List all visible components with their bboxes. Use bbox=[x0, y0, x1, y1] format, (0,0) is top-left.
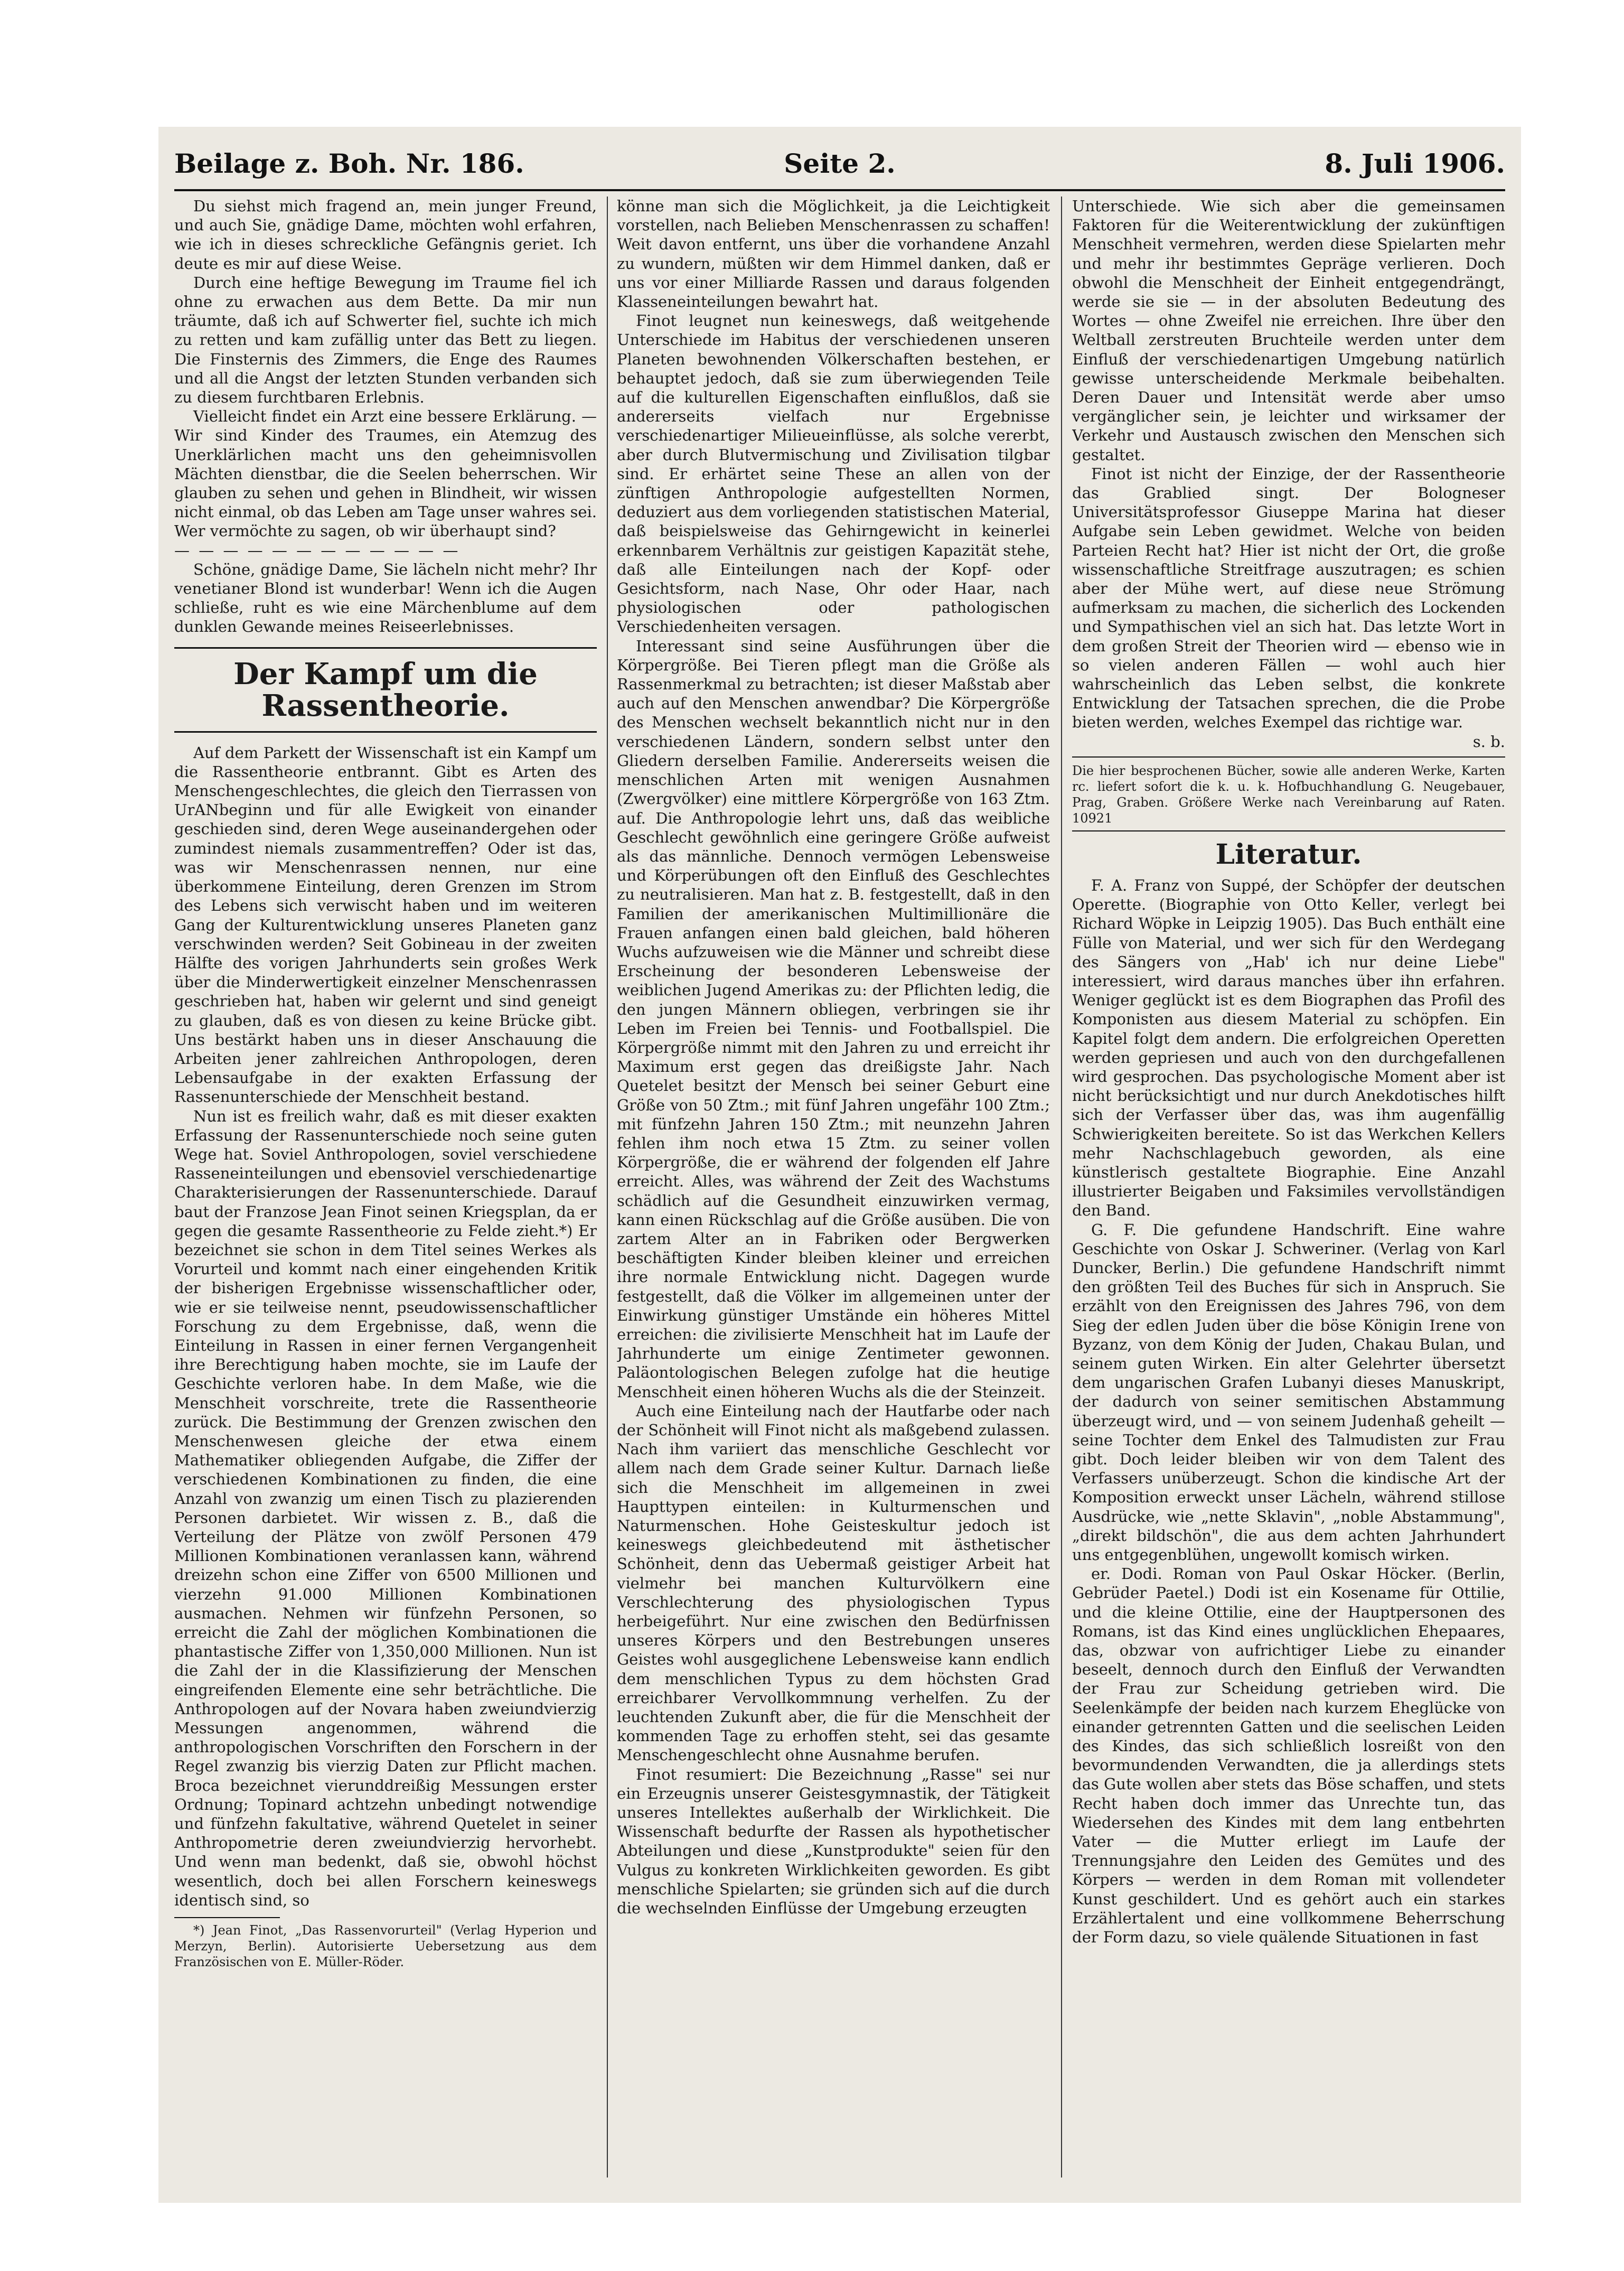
header-rule bbox=[174, 189, 1505, 191]
article-paragraph: Auch eine Einteilung nach der Hautfarbe oder nach der Schönheit will Finot nicht als maßgebend zulassen. Nach ihm variiert das menschliche Geschlecht vor allem nach dem Grade seiner Kultur. Darnach ließe sich die Menschheit im allgemeinen in zwei Haupttypen einteilen: in Kulturmenschen und Naturmenschen. Hohe Geisteskultur jedoch ist keineswegs gleichbedeutend mit ästhetischer Schönheit, denn das Uebermaß geistiger Arbeit hat vielmehr bei manchen Kulturvölkern eine Verschlechterung des physiologischen Typus herbeigeführt. Nur eine zwischen den Bedürfnissen unseres Körpers und den Bestrebungen unseres Geistes wohl ausgeglichene Lebensweise kann endlich dem menschlichen Typus zu dem höchsten Grad erreichbarer Vervollkommnung verhelfen. Zu der leuchtenden Zukunft aber, die für die Menschheit der kommenden Tage zu erhoffen steht, sei das gesamte Menschengeschlecht ohne Ausnahme berufen. bbox=[617, 1401, 1050, 1764]
column-2 bbox=[617, 197, 1050, 2177]
article-paragraph: Finot leugnet nun keineswegs, daß weitgehende Unterschiede im Habitus der verschiedenen unseren Planeten bewohnenden Völkerschaften bestehen, er behauptet jedoch, daß sie zum überwiegenden Teile auf die kulturellen Eigenschaften einflußlos, daß sie andererseits vielfach nur Ergebnisse verschiedenartiger Milieueinflüsse, als solche vererbt, aber durch Blutvermischung und Zivilisation tilgbar sind. Er erhärtet seine These an allen von der zünftigen Anthropologie aufgestellten Normen, deduziert aus dem vorliegenden statistischen Material, daß beispielsweise das Gehirngewicht in keinerlei erkennbarem Verhältnis zur geistigen Kapazität stehe, daß alle Einteilungen nach der Kopf- oder Gesichtsform, nach Nase, Ohr oder Haar, nach physiologischen oder pathologischen Verschiedenheiten versagen. bbox=[617, 312, 1050, 636]
newspaper-page bbox=[158, 127, 1521, 2203]
article-paragraph: Finot ist nicht der Einzige, der der Rassentheorie das Grablied singt. Der Bologneser Universitätsprofessor Giuseppe Marina hat dieser Aufgabe sein Leben gewidmet. Welche von beiden Parteien Recht hat? Hier ist nicht der Ort, die große wissenschaftliche Streitfrage auszutragen; es schien aber der Mühe wert, auf diese neue Strömung aufmerksam zu machen, die sicherlich des Lockenden und Sympathischen viel an sich hat. Das letzte Wort in dem großen Streit der Theorien wird — ebenso wie in so vielen anderen Fällen — wohl auch hier wahrscheinlich das Leben selbst, die konkrete Entwicklung der Tatsachen sprechen, die die Probe bieten werden, welches Exempel das richtige war. bbox=[1072, 464, 1505, 732]
article-paragraph: Interessant sind seine Ausführungen über die Körpergröße. Bei Tieren pflegt man die Größe als Rassenmerkmal zu betrachten; ist dieser Maßstab aber auch auf den Menschen anwendbar? Die Körpergröße des Menschen wechselt bekanntlich nicht nur in den verschiedenen Ländern, sondern selbst unter den Gliedern derselben Familie. Andererseits weisen die menschlichen Arten mit wenigen Ausnahmen (Zwergvölker) eine mittlere Körpergröße von 163 Ztm. auf. Die Anthropologie lehrt uns, daß das weibliche Geschlecht gewöhnlich eine geringere Größe aufweist als das männliche. Dennoch vermögen Lebensweise und Körperübungen oft den Einfluß des Geschlechtes zu neutralisieren. Man hat z. B. festgestellt, daß in den Familien der amerikanischen Multimillionäre die Frauen anfangen einen bald gleichen, bald höheren Wuchs aufzuweisen wie die Männer und schreibt diese Erscheinung der besonderen Lebensweise der weiblichen Jugend Amerikas zu: der Pflichten ledig, die den jungen Männern obliegen, verbringen sie ihr Leben im Freien bei Tennis- und Footballspiel. Die Körpergröße nimmt mit den Jahren zu und erreicht ihr Maximum erst gegen das dreißigste Jahr. Nach Quetelet besitzt der Mensch bei seiner Geburt eine Größe von 50 Ztm.; mit fünf Jahren ungefähr 100 Ztm.; mit fünfzehn Jahren 150 Ztm.; mit neunzehn Jahren fehlen ihm noch etwa 15 Ztm. zu seiner vollen Körpergröße, die er während der folgenden elf Jahre erreicht. Alles, was während der Zeit des Wachstums schädlich auf die Gesundheit einzuwirken vermag, kann einen Rückschlag auf die Größe ausüben. Die von zartem Alter an in Fabriken oder Bergwerken beschäftigten Kinder bleiben kleiner und erreichen ihre normale Entwicklung nicht. Dagegen wurde festgestellt, daß die Völker im allgemeinen unter der Einwirkung günstiger Umstände ein höheres Mittel erreichen: die zivilisierte Menschheit hat im Laufe der Jahrhunderte um einige Zentimeter gewonnen. Paläontologischen Belegen zufolge hat die heutige Menschheit einen höheren Wuchs als die der Steinzeit. bbox=[617, 637, 1050, 1401]
footnote: *) Jean Finot, „Das Rassenvorurteil" (Verlag Hyperion und Merzyn, Berlin). Autorisierte Uebersetzung aus dem Französischen von E. Müller-Röder. bbox=[174, 1923, 597, 1970]
story-paragraph: Schöne, gnädige Dame, Sie lächeln nicht mehr? Ihr venetianer Blond ist wunderbar! Wenn ich die Augen schließe, ruht es wie eine Märchenblume auf dem dunklen Gewande meines Reiseerlebnisses. bbox=[174, 560, 597, 636]
author-signature: s. b. bbox=[1472, 732, 1505, 751]
footnote-rule bbox=[174, 1917, 280, 1918]
article-paragraph: Finot resumiert: Die Bezeichnung „Rasse" sei nur ein Erzeugnis unserer Geistesgymnastik, der Tätigkeit unseres Intellektes außerhalb der Wirklichkeit. Die Wissenschaft bedurfte der Rassen als hypothetischer Abteilungen und diese „Kunstprodukte" seien für den Vulgus zu konkreten Wirklichkeiten geworden. Es gibt menschliche Spielarten; sie gründen sich auf die durch die wechselnden Einflüsse der Umgebung erzeugten bbox=[617, 1765, 1050, 1918]
separator-rule bbox=[1072, 756, 1505, 758]
column-1 bbox=[174, 197, 597, 2177]
notice-text: Die hier besprochenen Bücher, sowie alle anderen Werke, Karten rc. liefert sofort die k. u. k. Hofbuchhandlung G. Neugebauer, Prag, Graben. Größere Werke nach Vereinbarung auf Raten. 10921 bbox=[1072, 763, 1505, 826]
story-paragraph: Vielleicht findet ein Arzt eine bessere Erklärung. — Wir sind Kinder des Traumes, ein Atemzug des Unerklärlichen macht uns den geheimnisvollen Mächten dienstbar, die die Seelen beherrschen. Wir glauben zu sehen und gehen in Blindheit, wir wissen nicht einmal, ob das Leben am Tage unser wahres sei. Wer vermöchte zu sagen, ob wir überhaupt sind? bbox=[174, 407, 597, 540]
column-3 bbox=[1072, 197, 1505, 2177]
article-paragraph: könne man sich die Möglichkeit, ja die Leichtigkeit vorstellen, nach Belieben Menschenrassen zu schaffen! Weit davon entfernt, uns über die vorhandene Anzahl zu wundern, müßten wir dem Himmel danken, daß er uns vor einer Milliarde Rassen und daraus folgenden Klasseneinteilungen bewahrt hat. bbox=[617, 197, 1050, 311]
article-paragraph: Auf dem Parkett der Wissenschaft ist ein Kampf um die Rassentheorie entbrannt. Gibt es Arten des Menschengeschlechtes, die gleich den Tierrassen von UrANbeginn und für alle Ewigkeit von einander geschieden sind, deren Wege auseinandergehen oder zumindest niemals zusammentreffen? Oder ist das, was wir Menschenrassen nennen, nur eine überkommene Einteilung, deren Grenzen im Strom des Lebens sich verwischt haben und im weiteren Gang der Kulturentwicklung unseres Planeten ganz verschwinden werden? Seit Gobineau in der zweiten Hälfte des vorigen Jahrhunderts sein großes Werk über die Minderwertigkeit einzelner Menschenrassen geschrieben hat, haben wir gelernt und sind geneigt zu glauben, daß es von diesen zu keine Brücke gibt. Uns bestärkt haben uns in dieser Anschauung die Arbeiten jener zahlreichen Anthropologen, deren Lebensaufgabe in der exakten Erfassung der Rassenunterschiede der Menschheit bestand. bbox=[174, 743, 597, 1106]
review-paragraph: G. F. Die gefundene Handschrift. Eine wahre Geschichte von Oskar J. Schweriner. (Verlag von Karl Duncker, Berlin.) Die gefundene Handschrift nimmt den größten Teil des Buches für sich in Anspruch. Sie erzählt von den Ereignissen des Jahres 796, von dem Sieg der edlen Juden über die böse Königin Irene von Byzanz, von dem König der Juden, Chakau Bulan, und seinem guten Wirken. Ein alter Gelehrter übersetzt dem ungarischen Grafen Lubanyi dieses Manuskript, der dadurch von seiner semitischen Abstammung überzeugt wird, und — von seinem Judenhaß geheilt — seine Tochter dem Enkel des Talmudisten zur Frau gibt. Doch leider bleiben wir von dem Talent des Verfassers unüberzeugt. Schon die kindische Art der Komposition erweckt unser Lächeln, während stillose Ausdrücke, wie „nette Sklavin", „noble Abstammung", „direkt bildschön", die aus dem achten Jahrhundert uns entgegenblühen, ungewollt komisch wirken. bbox=[1072, 1220, 1505, 1564]
supplement-label: Beilage z. Boh. Nr. 186. bbox=[174, 148, 524, 179]
review-paragraph: er. Dodi. Roman von Paul Oskar Höcker. (Berlin, Gebrüder Paetel.) Dodi ist ein Kosename für Ottilie, und die kleine Ottilie, eine der Hauptpersonen des Romans, ist das Kind eines unglücklichen Ehepaares, das, obzwar von aufrichtiger Liebe zu einander beseelt, dennoch durch den Einfluß der Verwandten der Frau zur Scheidung getrieben wird. Die Seelenkämpfe der beiden nach kurzem Eheglücke von einander getrennten Gatten und die seelischen Leiden des Kindes, das sich schließlich losreißt von den bevormundenden Verwandten, die ja allerdings stets das Gute wollen aber stets das Böse schaffen, und stets Recht haben doch immer das Unrechte tun, das Wiedersehen des Kindes mit dem lang entbehrten Vater — die Mutter erliegt im Laufe der Trennungsjahre den Leiden des Gemütes und des Körpers — werden in dem Roman mit vollendeter Kunst geschildert. Und es gehört auch ein starkes Erzählertalent und eine vollkommene Beherrschung der Form dazu, so viele quälende Situationen in fast bbox=[1072, 1565, 1505, 1947]
column-divider-2 bbox=[1061, 197, 1062, 2177]
literature-heading: Literatur. bbox=[1215, 838, 1362, 871]
section-dashes: — — — — — — — — — — — — bbox=[174, 541, 461, 559]
story-paragraph: Du siehst mich fragend an, mein junger Freund, und auch Sie, gnädige Dame, möchten wohl erfahren, wie ich in dieses schreckliche Gefängnis geriet. Ich deute es mir auf diese Weise. bbox=[174, 197, 597, 273]
story-paragraph: Durch eine heftige Bewegung im Traume fiel ich ohne zu erwachen aus dem Bette. Da mir nun träumte, daß ich auf Schwerter fiel, suchte ich mich zu retten und kam zufällig unter das Bett zu liegen. Die Finsternis des Zimmers, die Enge des Raumes und all die Angst der letzten Stunden verbanden sich zu diesem furchtbaren Erlebnis. bbox=[174, 273, 597, 407]
bookshop-notice bbox=[1072, 763, 1505, 831]
review-paragraph: F. A. Franz von Suppé, der Schöpfer der deutschen Operette. (Biographie von Otto Keller, verlegt bei Richard Wöpke in Leipzig 1905). Das Buch enthält eine Fülle von Material, und wer sich für den Werdegang des Sängers von „Hab' ich nur deine Liebe" interessiert, wird daraus manches über ihn erfahren. Weniger geglückt ist es dem Biographen das Profil des Komponisten aus diesem Material zu schöpfen. Ein Kapitel folgt dem andern. Die erfolgreichen Operetten werden gepriesen und auch von den durchgefallenen wird gesprochen. Das psychologische Moment aber ist nicht berücksichtigt und nur durch Anekdotisches hilft sich der Verfasser über das, was ihm augenfällig Schwierigkeiten bereitete. So ist das Werkchen Kellers mehr Nachschlagebuch geworden, als eine künstlerisch gestaltete Biographie. Eine Anzahl illustrierter Beigaben und Faksimiles vervollständigen den Band. bbox=[1072, 876, 1505, 1220]
issue-date: 8. Juli 1906. bbox=[1325, 148, 1505, 179]
article-paragraph: Unterschiede. Wie sich aber die gemeinsamen Faktoren für die Weiterentwicklung der zukünftigen Menschheit vermehren, werden diese Spielarten mehr und mehr ihr bestimmtes Gepräge verlieren. Doch obwohl die Menschheit der Einheit entgegendrängt, werde sie sie — in der absoluten Bedeutung des Wortes — ohne Zweifel nie erreichen. Ihre über den Weltball zerstreuten Bruchteile werden unter dem Einfluß der verschiedenartigen Umgebung natürlich gewisse unterscheidende Merkmale beibehalten. Deren Dauer und Intensität werde aber umso vergänglicher sein, je leichter und wirksamer der Verkehr und Austausch zwischen den Menschen sich gestaltet. bbox=[1072, 197, 1505, 464]
article-paragraph: Nun ist es freilich wahr, daß es mit dieser exakten Erfassung der Rassenunterschiede noch seine guten Wege hat. Soviel Anthropologen, soviel verschiedene Rasseneinteilungen und ebensoviel verschiedenartige Charakterisierungen der Rassenunterschiede. Darauf baut der Franzose Jean Finot seinen Kriegsplan, da er gegen die gesamte Rassentheorie zu Felde zieht.*) Er bezeichnet sie schon in dem Titel seines Werkes als Vorurteil und kommt nach einer eingehenden Kritik der bisherigen Ergebnisse wissenschaftlicher oder, wie er sie teilweise nennt, pseudowissenschaftlicher Forschung zu dem Ergebnisse, daß, wenn die Einteilung in Rassen in einer fernen Vergangenheit ihre Berechtigung haben mochte, sie im Laufe der Geschichte verloren habe. In dem Maße, wie die Menschheit vorschreite, trete die Rassentheorie zurück. Die Bestimmung der Grenzen zwischen den Menschenwesen gleiche der etwa einem Mathematiker obliegenden Aufgabe, die Ziffer der verschiedenen Kombinationen zu finden, die eine Anzahl von zwanzig um einen Tisch zu plazierenden Personen darbietet. Wir wissen z. B., daß die Verteilung der Plätze von zwölf Personen 479 Millionen Kombinationen veranlassen kann, während dreizehn schon eine Ziffer von 6500 Millionen und vierzehn 91.000 Millionen Kombinationen ausmachen. Nehmen wir fünfzehn Personen, so erreicht die Zahl der möglichen Kombinationen die phantastische Ziffer von 1,350,000 Millionen. Nun ist die Zahl der in die Klassifizierung der Menschen eingreifenden Elemente eine sehr beträchtliche. Die Anthropologen auf der Novara haben zweiundvierzig Messungen angenommen, während die anthropologischen Vorschriften den Forschern in der Regel zwanzig bis vierzig Daten zur Pflicht machen. Broca bezeichnet vierunddreißig Messungen erster Ordnung; Topinard achtzehn unbedingt notwendige und fünfzehn fakultative, während Quetelet in seiner Anthropometrie deren zweiundvierzig hervorhebt. Und wenn man bedenkt, daß sie, obwohl höchst wesentlich, doch bei allen Forschern keineswegs identisch sind, so bbox=[174, 1107, 597, 1909]
column-divider-1 bbox=[607, 197, 608, 2177]
page-header bbox=[174, 148, 1505, 190]
page-number: Seite 2. bbox=[784, 148, 896, 179]
article-heading: Der Kampf um die Rassentheorie. bbox=[174, 647, 597, 733]
